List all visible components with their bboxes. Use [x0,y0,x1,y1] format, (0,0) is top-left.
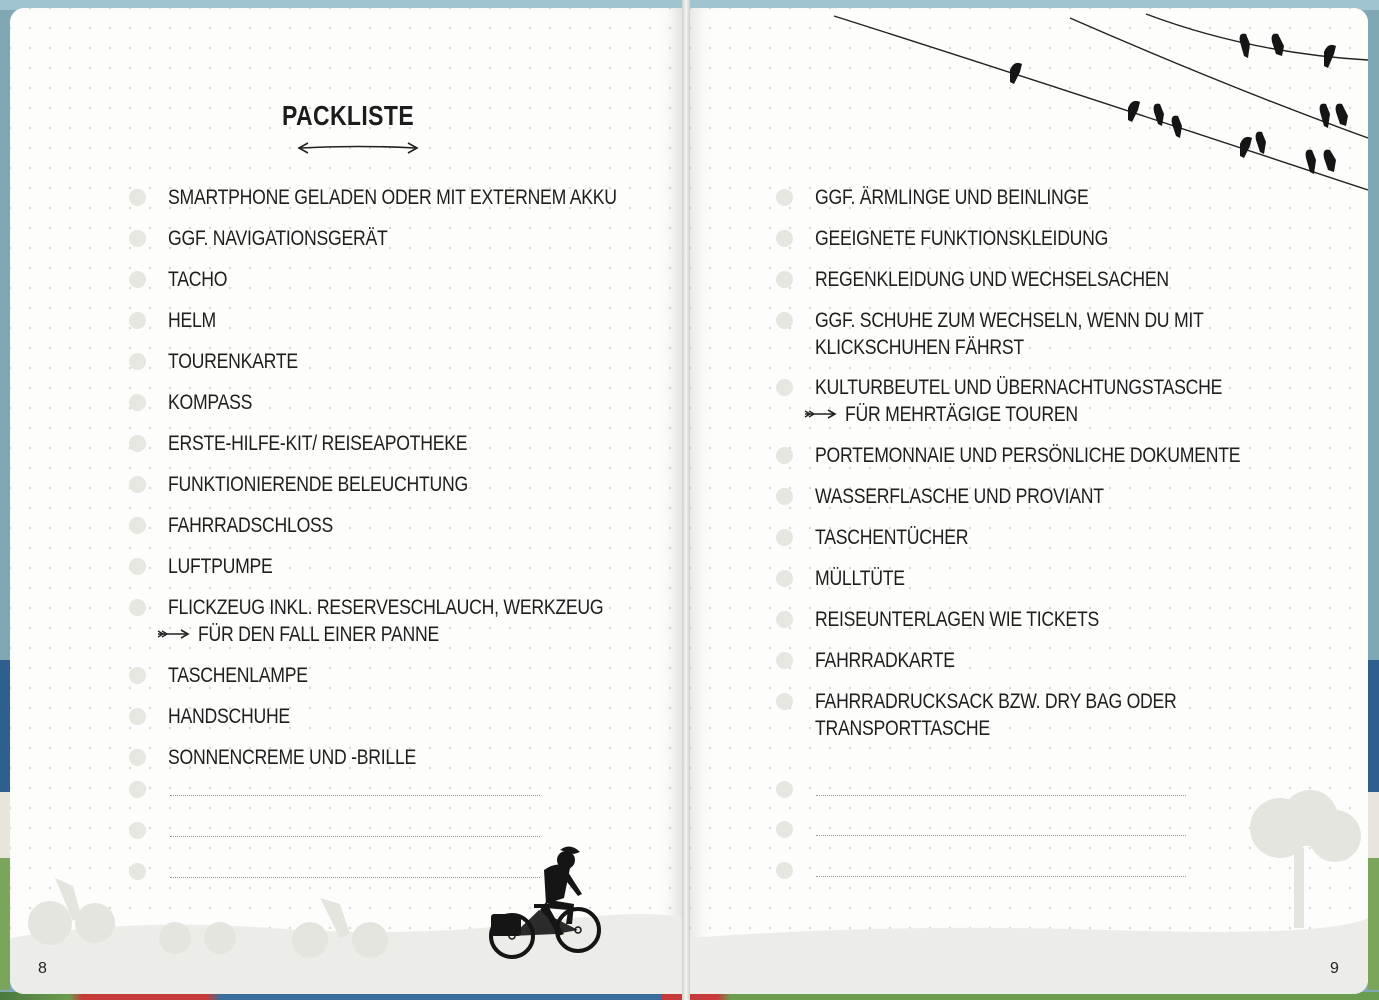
checkbox-bullet[interactable] [129,230,146,247]
list-item[interactable]: FUNKTIONIERENDE BELEUCHTUNG [126,471,682,512]
checkbox-bullet[interactable] [776,488,793,505]
page-number: 8 [38,960,47,977]
feathered-arrow-icon [803,408,837,420]
blank-entry-line[interactable] [170,795,540,796]
list-item[interactable]: HELM [126,307,682,348]
list-item[interactable]: KOMPASS [126,389,682,430]
empty-checkbox-bullet[interactable] [776,781,793,798]
checkbox-bullet[interactable] [776,447,793,464]
checkbox-bullet[interactable] [129,667,146,684]
empty-checkbox-bullet[interactable] [129,822,146,839]
blank-entry-line[interactable] [816,835,1186,836]
blank-entry-line[interactable] [170,836,540,837]
checkbox-bullet[interactable] [129,271,146,288]
right-page [690,8,1368,994]
list-item[interactable]: TASCHENLAMPE [126,662,682,703]
background-left-edge [0,660,10,990]
ground-silhouette-right [690,788,1368,994]
double-headed-arrow-icon [296,140,420,156]
checkbox-bullet[interactable] [776,230,793,247]
list-item[interactable]: PORTEMONNAIE UND PERSÖNLICHE DOKUMENTE [773,442,1321,483]
checkbox-bullet[interactable] [776,611,793,628]
checkbox-bullet[interactable] [129,558,146,575]
checkbox-bullet[interactable] [776,379,793,396]
checkbox-bullet[interactable] [129,435,146,452]
list-item[interactable]: KULTURBEUTEL UND ÜBERNACHTUNGSTASCHE FÜR MEHRTÄGIGE TOUREN [773,374,1321,442]
blank-entry-line[interactable] [816,876,1186,877]
list-item[interactable]: ERSTE-HILFE-KIT/ REISEAPOTHEKE [126,430,682,471]
feathered-arrow-icon [156,628,190,640]
list-item[interactable]: REISEUNTERLAGEN WIE TICKETS [773,606,1321,647]
checkbox-bullet[interactable] [776,529,793,546]
list-item[interactable]: TACHO [126,266,682,307]
empty-checkbox-bullet[interactable] [129,781,146,798]
list-item-subline: FÜR DEN FALL EINER PANNE [168,621,682,648]
packing-list-right [773,184,1321,748]
empty-checkbox-bullet[interactable] [776,821,793,838]
blank-entry-line[interactable] [816,795,1186,796]
list-item[interactable]: TOURENKARTE [126,348,682,389]
list-item[interactable]: HANDSCHUHE [126,703,682,744]
checkbox-bullet[interactable] [776,312,793,329]
background-right-edge [1368,660,1379,990]
list-item[interactable]: REGENKLEIDUNG UND WECHSELSACHEN [773,266,1321,307]
checkbox-bullet[interactable] [776,652,793,669]
checkbox-bullet[interactable] [129,353,146,370]
list-item[interactable]: WASSERFLASCHE UND PROVIANT [773,483,1321,524]
list-item[interactable]: SMARTPHONE GELADEN ODER MIT EXTERNEM AKKU [126,184,682,225]
checkbox-bullet[interactable] [129,312,146,329]
list-item[interactable]: MÜLLTÜTE [773,565,1321,606]
list-item[interactable]: LUFTPUMPE [126,553,682,594]
checkbox-bullet[interactable] [129,476,146,493]
book-gutter [682,0,690,1000]
checkbox-bullet[interactable] [776,570,793,587]
checkbox-bullet[interactable] [129,708,146,725]
checkbox-bullet[interactable] [776,693,793,710]
page-number: 9 [1330,960,1339,977]
checkbox-bullet[interactable] [129,517,146,534]
list-item[interactable]: TASCHENTÜCHER [773,524,1321,565]
packing-list-left [126,184,682,785]
birds-on-wire-icon [830,8,1368,198]
checkbox-bullet[interactable] [129,189,146,206]
empty-checkbox-bullet[interactable] [776,862,793,879]
checkbox-bullet[interactable] [776,189,793,206]
list-item-subline: FÜR MEHRTÄGIGE TOUREN [815,401,1321,428]
checkbox-bullet[interactable] [776,271,793,288]
list-item[interactable]: FAHRRADRUCKSACK BZW. DRY BAG ODER TRANSPORTTASCHE [773,688,1321,748]
list-item[interactable]: FLICKZEUG INKL. RESERVESCHLAUCH, WERKZEUG FÜR DEN FALL EINER PANNE [126,594,682,662]
checkbox-bullet[interactable] [129,749,146,766]
list-item[interactable]: GEEIGNETE FUNKTIONSKLEIDUNG [773,225,1321,266]
list-item[interactable]: GGF. NAVIGATIONSGERÄT [126,225,682,266]
list-item[interactable]: GGF. ÄRMLINGE UND BEINLINGE [773,184,1321,225]
checkbox-bullet[interactable] [129,599,146,616]
list-item[interactable]: GGF. SCHUHE ZUM WECHSELN, WENN DU MIT KLICKSCHUHEN FÄHRST [773,307,1321,374]
page-title: PACKLISTE [281,100,415,131]
cyclist-silhouette-icon [484,838,606,964]
list-item[interactable]: FAHRRADKARTE [773,647,1321,688]
list-item[interactable]: SONNENCREME UND -BRILLE [126,744,682,785]
left-page [10,8,682,994]
empty-checkbox-bullet[interactable] [129,863,146,880]
checkbox-bullet[interactable] [129,394,146,411]
list-item[interactable]: FAHRRADSCHLOSS [126,512,682,553]
